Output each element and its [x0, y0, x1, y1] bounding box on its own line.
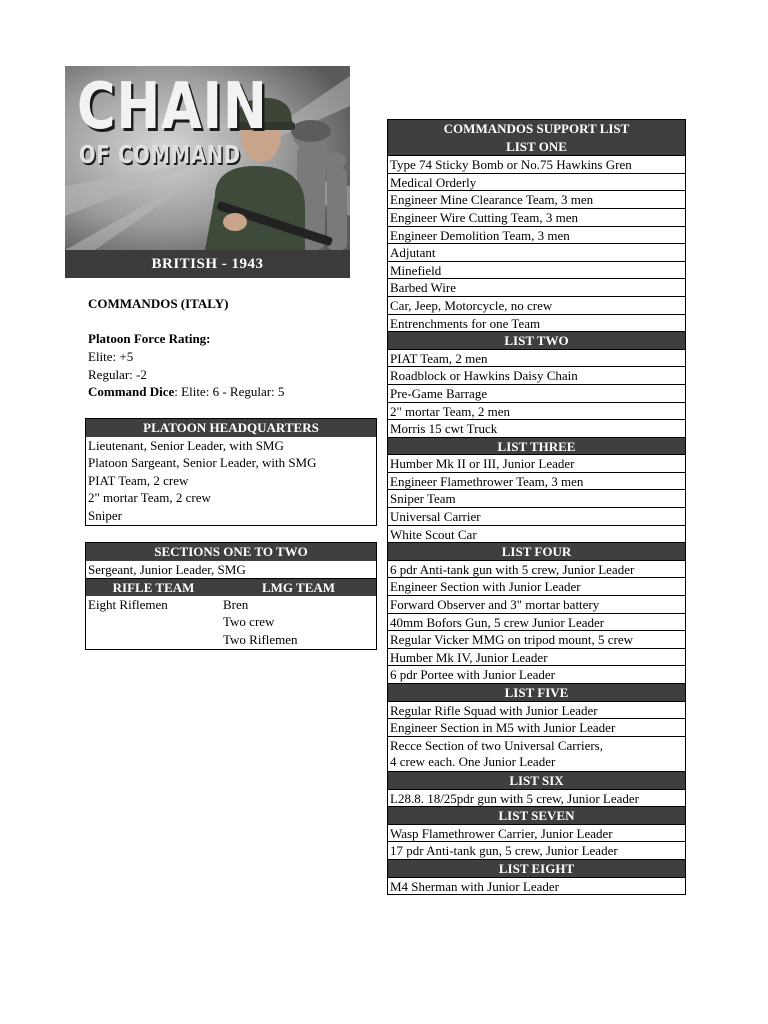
support-item: PIAT Team, 2 men — [388, 349, 685, 367]
hq-item: PIAT Team, 2 crew — [88, 472, 189, 488]
lmg-team-item: Bren — [223, 596, 249, 612]
section-leader: Sergeant, Junior Leader, SMG — [88, 561, 246, 577]
hq-item: 2" mortar Team, 2 crew — [88, 490, 211, 506]
support-item: Recce Section of two Universal Carriers, — [388, 736, 685, 754]
lmg-team-item: Two crew — [223, 614, 275, 630]
support-item: White Scout Car — [388, 525, 685, 543]
logo-of-command-text: OF COMMAND — [79, 140, 241, 169]
chain-of-command-banner — [65, 66, 350, 278]
support-item: Morris 15 cwt Truck — [388, 419, 685, 437]
support-item: Engineer Section with Junior Leader — [388, 577, 685, 595]
list-header: LIST SEVEN — [388, 806, 685, 824]
support-item: Humber Mk IV, Junior Leader — [388, 648, 685, 666]
support-item: Forward Observer and 3" mortar battery — [388, 595, 685, 613]
list-header: LIST TWO — [388, 331, 685, 349]
rifle-team-item — [88, 631, 223, 649]
list-header: LIST SIX — [388, 771, 685, 789]
support-item: Engineer Section in M5 with Junior Leader — [388, 718, 685, 736]
support-item: Roadblock or Hawkins Daisy Chain — [388, 366, 685, 384]
support-item: L28.8. 18/25pdr gun with 5 crew, Junior Leader — [388, 789, 685, 807]
team-headers — [86, 578, 376, 596]
rifle-team-item — [88, 613, 223, 631]
support-item: 4 crew each. One Junior Leader — [390, 754, 556, 770]
support-item: Engineer Flamethrower Team, 3 men — [388, 472, 685, 490]
support-item: 17 pdr Anti-tank gun, 5 crew, Junior Leader — [388, 841, 685, 859]
hq-item: Lieutenant, Senior Leader, with SMG — [88, 437, 284, 453]
support-item: Type 74 Sticky Bomb or No.75 Hawkins Gren — [388, 155, 685, 173]
team-row — [86, 613, 376, 631]
support-list-table — [387, 119, 686, 895]
rating-elite: Elite: +5 — [88, 349, 134, 364]
team-row — [86, 596, 376, 614]
support-item: Pre-Game Barrage — [388, 384, 685, 402]
command-dice — [88, 383, 284, 401]
support-item: Regular Vicker MMG on tripod mount, 5 crew — [388, 630, 685, 648]
support-item: Sniper Team — [388, 489, 685, 507]
list-header: LIST FIVE — [388, 683, 685, 701]
platoon-headquarters-table — [85, 418, 377, 526]
support-item: 40mm Bofors Gun, 5 crew Junior Leader — [388, 613, 685, 631]
command-dice-value: : Elite: 6 - Regular: 5 — [174, 384, 285, 399]
rifle-team-item: Eight Riflemen — [88, 596, 168, 612]
team-row — [86, 631, 376, 649]
support-item: Minefield — [388, 261, 685, 279]
support-item: M4 Sherman with Junior Leader — [388, 877, 685, 895]
platoon-headquarters-header: PLATOON HEADQUARTERS — [86, 419, 376, 437]
support-list-title: COMMANDOS SUPPORT LIST — [388, 120, 685, 138]
support-item: Medical Orderly — [388, 173, 685, 191]
rating-regular: Regular: -2 — [88, 367, 147, 382]
support-item: Barbed Wire — [388, 278, 685, 296]
support-item: Regular Rifle Squad with Junior Leader — [388, 701, 685, 719]
support-item: Universal Carrier — [388, 507, 685, 525]
support-item: Engineer Demolition Team, 3 men — [388, 226, 685, 244]
support-item: Humber Mk II or III, Junior Leader — [388, 454, 685, 472]
sections-table — [85, 542, 377, 650]
support-item: Engineer Wire Cutting Team, 3 men — [388, 208, 685, 226]
army-year-title: BRITISH - 1943 — [65, 250, 350, 278]
platoon-force-rating-label: Platoon Force Rating: — [88, 331, 211, 346]
force-name: COMMANDOS (ITALY) — [88, 296, 229, 311]
sections-header: SECTIONS ONE TO TWO — [86, 543, 376, 561]
rifle-team-header: RIFLE TEAM — [112, 580, 195, 596]
support-item: 6 pdr Anti-tank gun with 5 crew, Junior Leader — [388, 560, 685, 578]
lmg-team-item: Two Riflemen — [223, 631, 298, 647]
support-item: 6 pdr Portee with Junior Leader — [388, 665, 685, 683]
list-header: LIST EIGHT — [388, 859, 685, 877]
list-header: LIST ONE — [388, 138, 685, 156]
list-header: LIST FOUR — [388, 542, 685, 560]
support-item: Wasp Flamethrower Carrier, Junior Leader — [388, 824, 685, 842]
lmg-team-header: LMG TEAM — [261, 580, 336, 596]
support-item: Car, Jeep, Motorcycle, no crew — [388, 296, 685, 314]
command-dice-label: Command Dice — [88, 384, 175, 399]
hq-item: Sniper — [88, 507, 122, 523]
hq-item: Platoon Sargeant, Senior Leader, with SMG — [88, 455, 317, 471]
support-item: 2" mortar Team, 2 men — [388, 402, 685, 420]
support-item: Entrenchments for one Team — [388, 314, 685, 332]
support-item: Engineer Mine Clearance Team, 3 men — [388, 190, 685, 208]
support-item: Adjutant — [388, 243, 685, 261]
logo-chain-text: CHAIN — [77, 70, 268, 144]
list-header: LIST THREE — [388, 437, 685, 455]
